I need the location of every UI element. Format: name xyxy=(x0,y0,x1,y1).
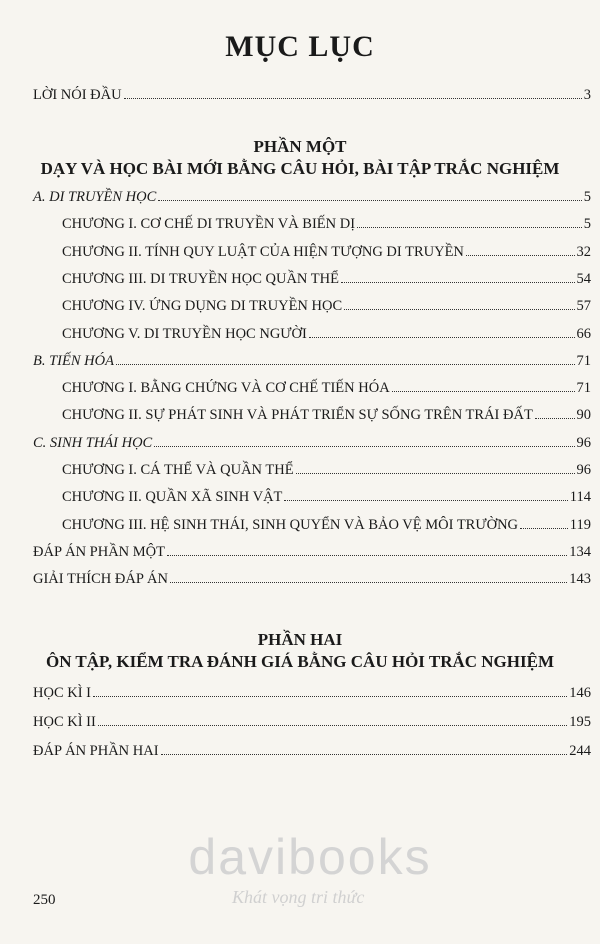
watermark-brand: davibooks xyxy=(188,829,432,885)
toc-entry-page: 66 xyxy=(576,325,591,342)
toc-entry-label: B. TIẾN HÓA xyxy=(33,352,114,369)
toc-entry-page: 71 xyxy=(576,380,591,397)
dot-leader xyxy=(154,432,574,447)
dot-leader xyxy=(520,514,568,529)
toc-section-entry xyxy=(33,350,591,372)
toc-chapter-entry xyxy=(62,323,591,345)
toc-entry-page: 134 xyxy=(569,543,591,560)
dot-leader xyxy=(93,682,567,697)
toc-entry-page: 244 xyxy=(569,743,591,759)
dot-leader xyxy=(161,740,568,755)
toc-entry-page: 3 xyxy=(583,87,591,103)
toc-entry-page: 5 xyxy=(583,216,591,233)
toc-entry-page: 114 xyxy=(569,489,591,506)
toc-section-entry xyxy=(33,568,591,590)
dot-leader xyxy=(535,404,575,419)
toc-entry-label: GIẢI THÍCH ĐÁP ÁN xyxy=(33,571,168,588)
toc-chapter-entry xyxy=(62,241,591,263)
toc-chapter-entry xyxy=(62,459,591,481)
toc-chapter-entry xyxy=(62,404,591,426)
watermark-tagline: Khát vọng tri thức xyxy=(232,887,365,907)
part-one-subheading: DẠY VÀ HỌC BÀI MỚI BẰNG CÂU HỎI, BÀI TẬP TRẮC NGHIỆM xyxy=(40,159,560,178)
dot-leader xyxy=(170,568,567,583)
dot-leader xyxy=(392,377,575,392)
toc-entry-label: HỌC KÌ II xyxy=(33,714,96,730)
toc-entry-label: CHƯƠNG I. CƠ CHẾ DI TRUYỀN VÀ BIẾN DỊ xyxy=(62,216,356,233)
toc-entry-page: 32 xyxy=(576,243,591,260)
dot-leader xyxy=(167,541,567,556)
toc-section-entry xyxy=(33,682,591,704)
toc-entry-page: 71 xyxy=(576,352,591,369)
dot-leader xyxy=(158,186,581,201)
toc-entry-page: 5 xyxy=(583,189,591,205)
toc-entry-page: 96 xyxy=(576,462,591,478)
toc-entry-label: ĐÁP ÁN PHẦN MỘT xyxy=(33,543,165,560)
toc-entry-label: C. SINH THÁI HỌC xyxy=(33,434,153,451)
toc-entry-page: 143 xyxy=(569,571,591,588)
dot-leader xyxy=(341,268,575,283)
part-one-heading: PHẦN MỘT xyxy=(253,137,347,156)
toc-entry-label: CHƯƠNG III. DI TRUYỀN HỌC QUẦN THỂ xyxy=(62,270,339,287)
toc-entry-label: CHƯƠNG II. TÍNH QUY LUẬT CỦA HIỆN TƯỢNG DI TRUYỀN xyxy=(62,243,464,260)
toc-chapter-entry xyxy=(62,213,591,235)
toc-entry-label: A. DI TRUYỀN HỌC xyxy=(33,189,157,205)
toc-entry-label: LỜI NÓI ĐẦU xyxy=(33,87,122,103)
toc-entry-label: HỌC KÌ I xyxy=(33,685,91,701)
dot-leader xyxy=(344,295,574,310)
toc-entry-page: 146 xyxy=(569,685,591,701)
dot-leader xyxy=(284,486,567,501)
dot-leader xyxy=(116,350,575,365)
toc-section-entry xyxy=(33,541,591,563)
toc-entry-page: 57 xyxy=(576,298,591,315)
toc-entry-preface xyxy=(33,84,591,106)
toc-chapter-entry xyxy=(62,514,591,536)
toc-entry-page: 96 xyxy=(576,434,591,451)
toc-entry-page: 119 xyxy=(569,516,591,533)
dot-leader xyxy=(357,213,582,228)
toc-entry-label: CHƯƠNG II. SỰ PHÁT SINH VÀ PHÁT TRIỂN SỰ SỐNG TRÊN TRÁI ĐẤT xyxy=(62,407,533,424)
dot-leader xyxy=(98,711,567,726)
toc-entry-label: CHƯƠNG V. DI TRUYỀN HỌC NGƯỜI xyxy=(62,325,307,342)
toc-entry-label: CHƯƠNG I. CÁ THỂ VÀ QUẦN THỂ xyxy=(62,462,294,478)
toc-section-entry xyxy=(33,711,591,733)
toc-entry-page: 195 xyxy=(569,714,591,730)
toc-section-entry xyxy=(33,186,591,208)
toc-entry-label: CHƯƠNG III. HỆ SINH THÁI, SINH QUYỂN VÀ BẢO VỆ MÔI TRƯỜNG xyxy=(62,516,519,533)
toc-entry-page: 90 xyxy=(576,407,591,424)
dot-leader xyxy=(466,241,575,256)
toc-entry-page: 54 xyxy=(576,270,591,287)
toc-entry-label: CHƯƠNG I. BẰNG CHỨNG VÀ CƠ CHẾ TIẾN HÓA xyxy=(62,380,390,397)
dot-leader xyxy=(296,459,575,474)
dot-leader xyxy=(124,84,582,99)
part-two-heading: PHẦN HAI xyxy=(257,630,343,649)
toc-entry-label: ĐÁP ÁN PHẦN HAI xyxy=(33,743,159,759)
toc-chapter-entry xyxy=(62,295,591,317)
toc-section-entry xyxy=(33,432,591,454)
toc-entry-label: CHƯƠNG II. QUẦN XÃ SINH VẬT xyxy=(62,489,283,506)
toc-chapter-entry xyxy=(62,377,591,399)
toc-entry-label: CHƯƠNG IV. ỨNG DỤNG DI TRUYỀN HỌC xyxy=(62,298,343,315)
page-title: MỤC LỤC xyxy=(225,30,375,63)
toc-chapter-entry xyxy=(62,268,591,290)
dot-leader xyxy=(309,323,575,338)
toc-chapter-entry xyxy=(62,486,591,508)
toc-section-entry xyxy=(33,740,591,762)
part-two-subheading: ÔN TẬP, KIỂM TRA ĐÁNH GIÁ BẰNG CÂU HỎI TRẮC NGHIỆM xyxy=(45,652,555,671)
page-number: 250 xyxy=(33,892,56,908)
